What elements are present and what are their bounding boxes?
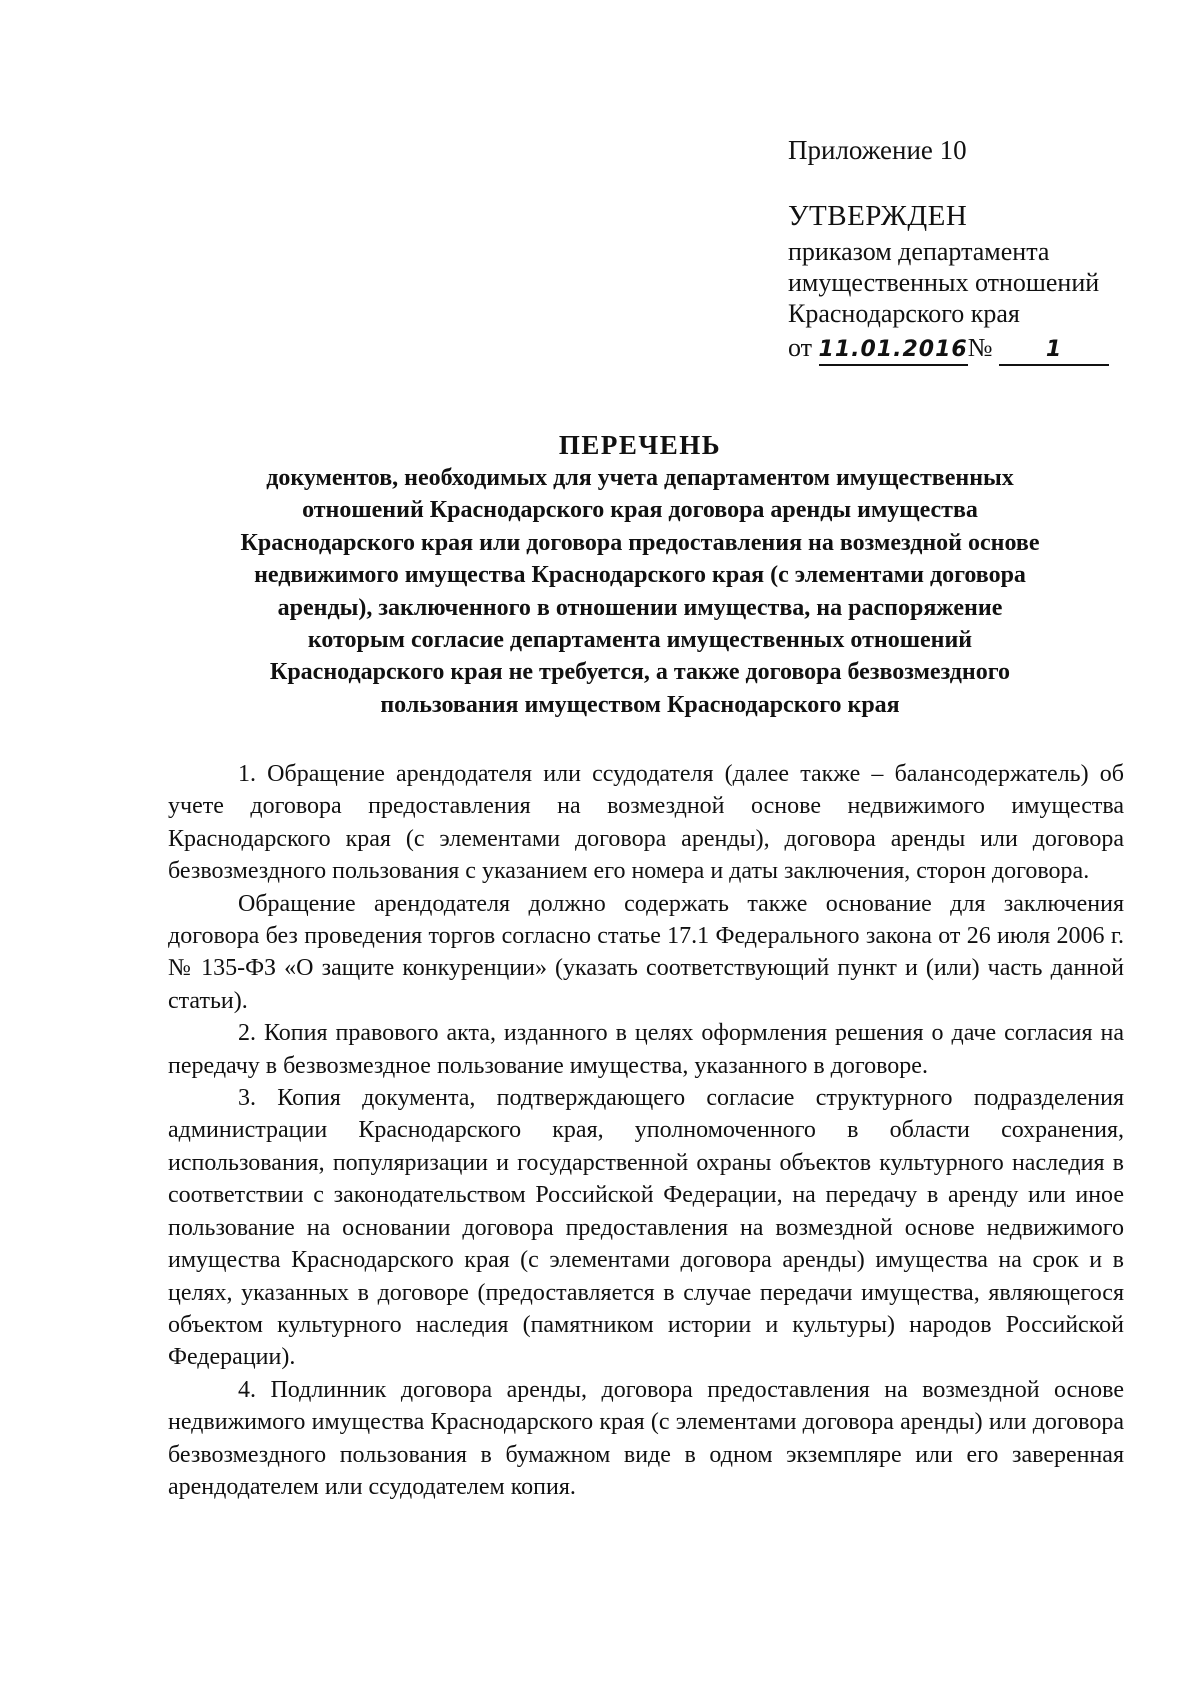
order-line: приказом департамента: [788, 237, 1050, 266]
approved-heading: УТВЕРЖДЕН: [788, 200, 968, 232]
handwritten-number: 1: [999, 336, 1109, 366]
paragraph-item-1: 1. Обращение арендодателя или ссудодателя (далее также – балансодержатель) об учете договора предоставления на возмездной основе недвижимого имущества Краснодарского края (с элементами договора аренды), договора аренды или договора безвозмездного пользования с указанием его номера и даты заключения, сторон договора.: [168, 761, 1124, 885]
order-line: имущественных отношений: [788, 268, 1100, 297]
subtitle-line: Краснодарского края не требуется, а также договора безвозмездного: [269, 659, 1011, 686]
appendix-label: Приложение 10: [788, 135, 967, 165]
subtitle-line: Краснодарского края или договора предоставления на возмездной основе: [240, 529, 1040, 556]
paragraph-item-4: 4. Подлинник договора аренды, договора предоставления на возмездной основе недвижимого имущества Краснодарского края (с элементами договора аренды) или договора безвозмездного пользования в бумажном виде в одном экземпляре или его заверенная арендодателем или ссудодателем копия.: [168, 1376, 1124, 1500]
paragraph-item-2: 2. Копия правового акта, изданного в целях оформления решения о даче согласия на передачу в безвозмездное пользование имущества, указанного в договоре.: [168, 1020, 1124, 1079]
date-prefix: от: [788, 333, 813, 362]
document-body: [168, 758, 1124, 1503]
paragraph-item-3: 3. Копия документа, подтверждающего согласие структурного подразделения администрации Краснодарского края, уполномоченного в области сохранения, использования, популяризации и государственной охраны объектов культурного наследия в соответствии с законодательством Российской Федерации, на передачу в аренду или иное пользование на основании договора предоставления на возмездной основе недвижимого имущества Краснодарского края (с элементами договора аренды) имущества на срок и в целях, указанных в договоре (предоставляется в случае передачи имущества, являющегося объектом культурного наследия (памятником истории и культуры) народов Российской Федерации).: [168, 1085, 1124, 1371]
subtitle-line: пользования имуществом Краснодарского края: [380, 691, 900, 718]
document-title: ПЕРЕЧЕНЬ: [558, 430, 722, 460]
number-sign: №: [967, 333, 993, 362]
order-line: Краснодарского края: [788, 299, 1020, 328]
paragraph-item-1-basis: Обращение арендодателя должно содержать также основание для заключения договора без проведения торгов согласно статье 17.1 Федерального закона от 26 июля 2006 г. № 135-ФЗ «О защите конкуренции» (указать соответствующий пункт и (или) часть данной статьи).: [168, 890, 1124, 1014]
subtitle-line: которым согласие департамента имущественных отношений: [307, 627, 973, 654]
approval-block: [788, 132, 1128, 366]
order-date-number-line: [788, 331, 1128, 366]
subtitle-line: отношений Краснодарского края договора аренды имущества: [302, 497, 978, 524]
subtitle-line: документов, необходимых для учета департаментом имущественных: [266, 465, 1014, 491]
document-subtitle: [160, 462, 1120, 721]
subtitle-line: аренды), заключенного в отношении имущества, на распоряжение: [277, 594, 1003, 621]
handwritten-date: 11.01.2016: [819, 336, 968, 366]
subtitle-line: недвижимого имущества Краснодарского края (с элементами договора: [254, 562, 1026, 589]
